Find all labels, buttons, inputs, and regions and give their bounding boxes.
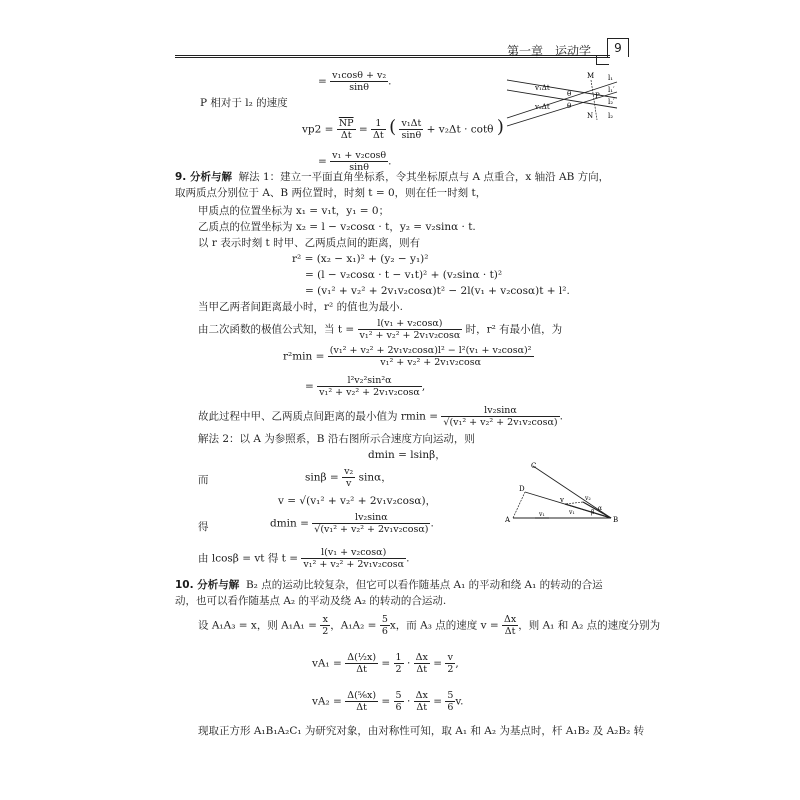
va1-coef-den: 2 <box>395 664 402 675</box>
rmin2-pre: = <box>305 380 314 393</box>
vp2-coef <box>371 118 386 141</box>
va1-dxdt <box>414 652 430 675</box>
vp2-inner-den: sinθ <box>401 130 422 141</box>
eq3-numerator: v₁ + v₂cosθ <box>332 150 387 161</box>
p9-line7 <box>198 318 562 341</box>
fig2-label-v1: v₁ <box>569 509 575 516</box>
vector-v1-shift <box>565 502 583 504</box>
va2-lhs: vA₂ = <box>312 695 342 708</box>
p9-er: 而 <box>198 474 209 486</box>
dmin2-fraction <box>312 512 430 535</box>
va2-coef-den: 6 <box>395 702 402 713</box>
fig1-label-l2: l₂ <box>608 112 614 120</box>
p9-last-den: v₁² + v₂² + 2v₁v₂cosα <box>303 559 405 570</box>
p10-line3-f3 <box>502 614 518 637</box>
vp2-fraction <box>337 118 356 141</box>
p9-last <box>198 547 409 570</box>
p10-line1-text: B₂ 点的运动比较复杂，但它可以看作随基点 A₁ 的平动和绕 A₁ 的转动的合运 <box>245 579 603 591</box>
p9-line8-pre: 故此过程中甲、乙两质点间距离的最小值为 rmin = <box>198 410 439 423</box>
p9-sinb <box>305 466 392 489</box>
fig2-label-v2: v₂ <box>585 495 591 502</box>
fig2-label-v: v <box>560 496 564 504</box>
va1-eq1: = <box>381 657 391 670</box>
p10-title: 10. 分析与解 <box>175 579 240 591</box>
va2-result <box>445 690 455 713</box>
va2-coef-num: 5 <box>395 690 402 701</box>
p9-line2: 取两质点分别位于 A、B 两位置时，时刻 t = 0，则在任一时刻 t， <box>175 187 487 199</box>
va1-num: Δ(½x) <box>347 652 377 663</box>
equation-vp2 <box>302 118 504 141</box>
p10-line4: 现取正方形 A₁B₁A₂C₁ 为研究对象，由对称性可知，取 A₁ 和 A₂ 为基点时，杆 A₁B₂ 及 A₂B₂ 转 <box>198 725 645 737</box>
va1-result <box>445 652 455 675</box>
p9-rmin-eq <box>283 345 534 368</box>
fig2-label-beta: β <box>591 509 595 516</box>
eq1-prefix: = <box>318 75 327 88</box>
fig2-label-c: C <box>531 462 537 470</box>
p9-line1-text: 解法 1：建立一平面直角坐标系，令其坐标原点与 A 点重合，x 轴沿 AB 方向， <box>238 171 610 183</box>
va2-den: Δt <box>356 702 367 713</box>
va2-coef <box>394 690 404 713</box>
fig1-label-v2dt: v₂Δt <box>535 103 550 111</box>
p10-line1 <box>175 578 603 592</box>
vp2-numerator: $\overline{NP}$ <box>338 118 354 129</box>
rmin2-num: l²v₂²sin²α <box>317 375 422 387</box>
fig1-label-theta1: θ <box>567 90 572 98</box>
p10-line3-a: 设 A₁A₃ = x，则 A₁A₁ = <box>198 619 317 632</box>
p9-line7-fraction <box>358 318 463 341</box>
va2-dx: Δx <box>415 690 428 701</box>
va1-dt: Δt <box>416 664 428 675</box>
fig2-label-d: D <box>519 485 525 493</box>
eq3-denominator: sinθ <box>349 162 370 173</box>
p9-last-fraction <box>301 547 406 570</box>
line-l2-prime <box>507 92 617 126</box>
p9-line8-fraction <box>441 405 559 428</box>
vp2-equals: = <box>358 123 368 136</box>
p10-f1-num: x <box>320 614 330 626</box>
rmin2-fraction <box>317 375 422 398</box>
p9-line6: 当甲乙两者间距离最小时，r² 的值也为最小. <box>198 301 403 313</box>
p10-line3-f1 <box>320 614 330 637</box>
va1-end: , <box>455 657 459 670</box>
rmin-lhs: r²min = <box>283 350 325 363</box>
line-ad <box>513 492 525 518</box>
va1-den: Δt <box>356 664 367 675</box>
line-l1-prime <box>507 90 617 108</box>
p9-dmin1: dmin = lsinβ， <box>368 449 446 461</box>
vp2-coef-den: Δt <box>373 130 384 141</box>
p9-line8-den: √(v₁² + v₂² + 2v₁v₂cosα) <box>443 417 558 428</box>
vp2-paren-close: ) <box>496 116 504 138</box>
p9-line8-num: lv₂sinα <box>441 405 559 417</box>
chapter-title: 第一章 运动学 <box>507 44 592 58</box>
fig2-label-a: A <box>505 516 511 524</box>
rmin-fraction <box>328 345 534 368</box>
va2-dot: · <box>406 695 411 708</box>
dmin2-num: lv₂sinα <box>312 512 430 524</box>
sinb-fraction <box>342 466 355 489</box>
rmin-den: v₁² + v₂² + 2v₁v₂cosα <box>380 357 481 368</box>
va1-eq2: = <box>433 657 442 670</box>
va1-coef-num: 1 <box>395 652 402 663</box>
p9-title: 9. 分析与解 <box>175 171 232 183</box>
p10-line3-c: x，而 A₃ 点的速度 v = <box>389 619 499 632</box>
p9-de: 得 <box>198 521 209 533</box>
figure-relative-velocity <box>505 458 625 530</box>
p9-line8-end: . <box>559 410 563 423</box>
va2-eq1: = <box>381 695 391 708</box>
va2-result-den: 6 <box>447 702 454 713</box>
va1-dot: · <box>406 657 411 670</box>
vp2-inner-num: v₁Δt <box>401 118 422 129</box>
p10-line2: 动，也可以看作随基点 A₂ 的平动及绕 A₂ 的转动的合运动. <box>175 595 447 607</box>
va2-end: v. <box>455 695 464 708</box>
p9-line8 <box>198 405 563 428</box>
equation-1 <box>318 70 392 93</box>
p10-f2-num: 5 <box>381 614 388 625</box>
p10-line3-f2 <box>380 614 390 637</box>
vp2-paren-open: ( <box>389 116 397 138</box>
eq1-numerator: v₁cosθ + v₂ <box>332 70 387 81</box>
p9-last-end: . <box>406 552 410 565</box>
figure-lines-intersection <box>505 68 625 133</box>
vector-v2 <box>583 502 611 518</box>
p9-r-eq2: = (l − v₂cosα · t − v₁t)² + (v₂sinα · t)² <box>305 269 503 281</box>
p9-line7-den: v₁² + v₂² + 2v₁v₂cosα <box>359 330 461 341</box>
p9-dmin2 <box>270 512 434 535</box>
rmin2-end: , <box>421 380 426 393</box>
fig1-label-l1: l₁ <box>608 74 614 82</box>
p10-f3-num: Δx <box>504 614 517 625</box>
fig2-label-b: B <box>613 516 619 524</box>
va1-fraction <box>345 652 378 675</box>
p9-line4: 乙质点的位置坐标为 x₂ = l − v₂cosα · t，y₂ = v₂sinα · t. <box>198 221 476 233</box>
va2-result-num: 5 <box>447 690 454 701</box>
p9-line7-post: 时，r² 有最小值，为 <box>465 323 563 336</box>
p9-rmin-eq2 <box>305 375 425 398</box>
va2-num: Δ(⁵⁄₆x) <box>347 690 377 701</box>
fig1-label-l1p: l₁′ <box>608 86 615 94</box>
va1-coef <box>394 652 404 675</box>
vp2-inner-rest: + v₂Δt · cotθ <box>426 123 494 136</box>
fig1-label-n: N <box>587 112 594 120</box>
p9-r-eq1: r² = (x₂ − x₁)² + (y₂ − y₁)² <box>292 253 429 265</box>
p10-va1-eq <box>312 652 459 675</box>
p9-line3: 甲质点的位置坐标为 x₁ = v₁t，y₁ = 0； <box>198 205 390 217</box>
eq3-end: . <box>388 155 392 168</box>
fig1-label-theta2: θ <box>567 102 572 110</box>
p10-f3-den: Δt <box>504 626 516 637</box>
p9-v-eq: v = √(v₁² + v₂² + 2v₁v₂cosα)， <box>278 495 437 507</box>
dmin2-end: . <box>430 517 434 530</box>
p10-f2-den: 6 <box>381 626 388 637</box>
line-l1 <box>507 80 617 98</box>
eq3-prefix: = <box>318 155 327 168</box>
p9-line7-pre: 由二次函数的极值公式知，当 t = <box>198 323 355 336</box>
sinb-post: sinα， <box>358 471 392 484</box>
line-l2 <box>507 82 617 118</box>
p10-line3 <box>198 614 660 637</box>
p9-last-num: l(v₁ + v₂cosα) <box>301 547 406 559</box>
p9-last-pre: 由 lcosβ = vt 得 t = <box>198 552 299 565</box>
p-relative-text: P 相对于 l₂ 的速度 <box>200 97 288 109</box>
fig1-label-p: P <box>595 92 600 100</box>
rmin-num: (v₁² + v₂² + 2v₁v₂cosα)l² − l²(v₁ + v₂cosα)² <box>329 345 532 356</box>
page-number: 9 <box>607 38 629 57</box>
va1-lhs: vA₁ = <box>312 657 342 670</box>
rmin2-den: v₁² + v₂² + 2v₁v₂cosα <box>319 387 420 398</box>
p9-line9: 解法 2：以 A 为参照系，B 沿右图所示合速度方向运动，则 <box>198 433 475 445</box>
va2-fraction <box>345 690 378 713</box>
eq1-end: . <box>388 75 392 88</box>
p9-r-eq3: = (v₁² + v₂² + 2v₁v₂cosα)t² − 2l(v₁ + v₂cosα)t + l². <box>305 285 570 297</box>
sinb-pre: sinβ = <box>305 471 339 484</box>
vp2-denominator: Δt <box>340 130 352 141</box>
fig1-label-m: M <box>587 72 595 80</box>
va1-result-num: v <box>445 652 455 664</box>
sinb-num: v₂ <box>344 466 354 477</box>
vp2-coef-num: 1 <box>371 118 386 130</box>
p10-line3-b: ，A₁A₂ = <box>330 619 377 632</box>
va2-dt: Δt <box>416 702 428 713</box>
header-ornament <box>596 56 609 65</box>
vp2-inner-fraction <box>399 118 423 141</box>
p10-f1-den: 2 <box>322 626 329 637</box>
va1-dx: Δx <box>415 652 428 663</box>
fig2-label-alpha: α <box>598 505 603 512</box>
dmin2-den: √(v₁² + v₂² + 2v₁v₂cosα) <box>314 524 429 535</box>
sinb-den: v <box>345 478 352 489</box>
p10-va2-eq <box>312 690 463 713</box>
p9-line5: 以 r 表示时刻 t 时甲、乙两质点间的距离，则有 <box>198 237 421 249</box>
p9-line1 <box>175 170 609 184</box>
va2-eq2: = <box>433 695 442 708</box>
eq1-fraction <box>330 70 388 93</box>
vp2-lhs: vp2 = <box>302 123 334 136</box>
dmin2-pre: dmin = <box>270 517 309 530</box>
fig2-label-v1b: v₁ <box>539 511 545 518</box>
va1-result-den: 2 <box>447 664 454 675</box>
p10-line3-d: ，则 A₁ 和 A₂ 点的速度分别为 <box>518 619 661 632</box>
p9-line7-num: l(v₁ + v₂cosα) <box>358 318 463 330</box>
va2-dxdt <box>414 690 430 713</box>
eq1-denominator: sinθ <box>349 82 370 93</box>
fig1-label-l2p: l₂′ <box>608 98 615 106</box>
fig1-label-v1dt: v₁Δt <box>535 84 550 92</box>
